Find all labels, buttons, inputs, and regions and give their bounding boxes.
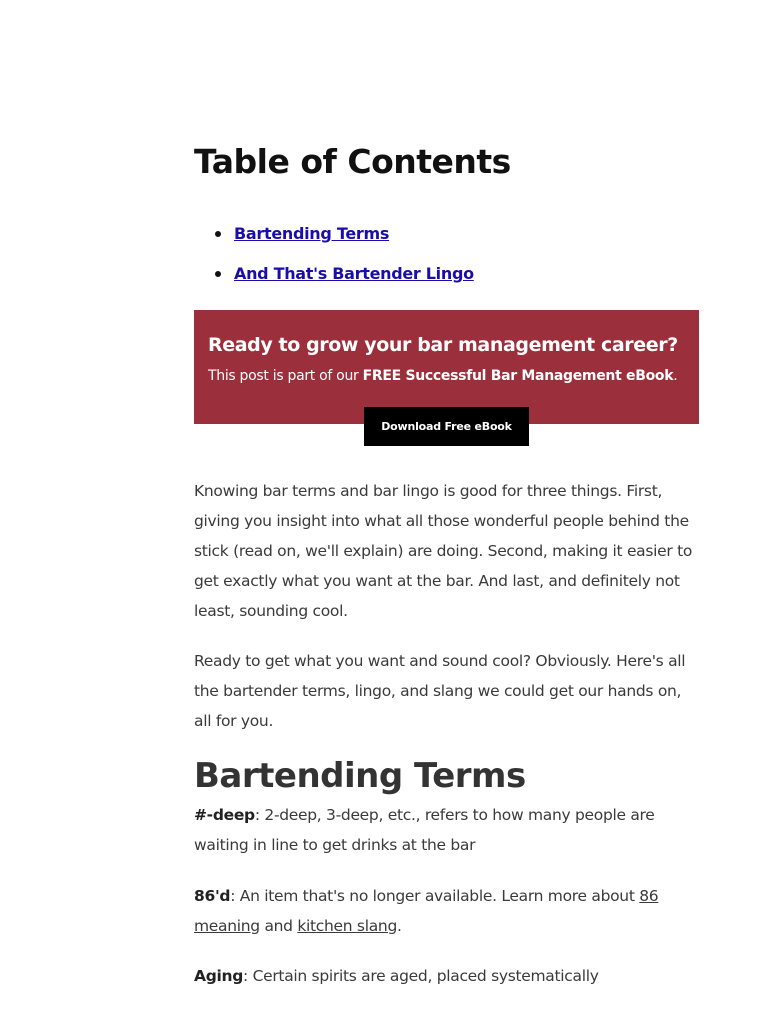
intro-paragraph: Knowing bar terms and bar lingo is good for three things. First, giving you insight into what all those wonderful people behind the stick (read on, we'll explain) are doing. Second, making it easier to get exactly what you want at the bar. And last, and definitely not least, sounding cool. [194, 482, 693, 620]
term-name: #-deep [194, 806, 255, 824]
term-definition: : An item that's no longer available. Learn more about [230, 887, 640, 905]
link-86-meaning[interactable]: 86 meaning [194, 887, 659, 935]
term-entry [194, 800, 699, 860]
toc-title: Table of Contents [194, 142, 511, 181]
term-entry [194, 881, 699, 941]
intro-paragraph: Ready to get what you want and sound cool? Obviously. Here's all the bartender terms, lingo, and slang we could get our hands on, all for you. [194, 652, 686, 730]
download-ebook-button[interactable]: Download Free eBook [364, 407, 529, 446]
promo-sub-bold: FREE Successful Bar Management eBook [362, 368, 674, 384]
section-title: Bartending Terms [194, 756, 526, 796]
term-definition-middle: and [259, 917, 298, 935]
bullet-icon [215, 271, 221, 277]
promo-subtext [208, 368, 677, 384]
term-definition-suffix: . [396, 917, 402, 935]
toc-item [194, 222, 474, 262]
promo-sub-prefix: This post is part of our [208, 368, 363, 384]
term-definition: : Certain spirits are aged, placed systematically [243, 967, 599, 985]
promo-sub-suffix: . [673, 368, 678, 384]
bullet-icon [215, 231, 221, 237]
promo-headline: Ready to grow your bar management career? [208, 334, 678, 356]
term-definition: : 2-deep, 3-deep, etc., refers to how many people are waiting in line to get drinks at the bar [194, 806, 655, 854]
link-kitchen-slang[interactable]: kitchen slang [297, 917, 397, 935]
term-name: Aging [194, 967, 244, 985]
toc-link-bartending-terms[interactable]: Bartending Terms [234, 224, 390, 243]
toc-link-bartender-lingo[interactable]: And That's Bartender Lingo [234, 264, 474, 283]
article-content [194, 0, 699, 985]
toc-list [194, 222, 474, 302]
term-entry [194, 961, 699, 991]
toc-item [194, 262, 474, 302]
term-name: 86'd [194, 887, 231, 905]
